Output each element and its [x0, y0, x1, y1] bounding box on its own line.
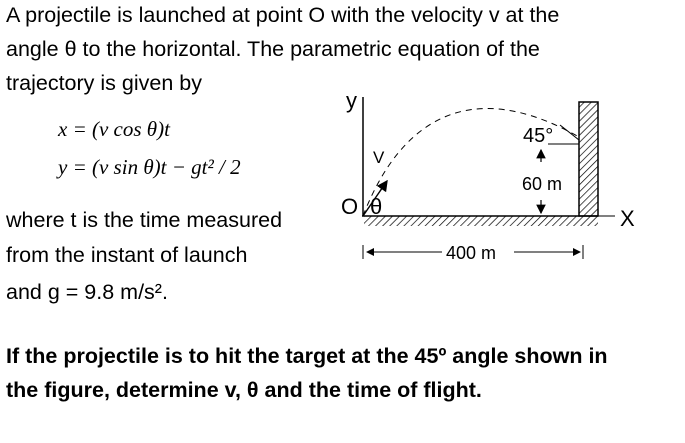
where-line-2: from the instant of launch — [6, 243, 248, 267]
question-line-2: the figure, determine v, θ and the time of flight. — [6, 378, 482, 402]
ground-hatch — [364, 216, 598, 226]
intro-line-3: trajectory is given by — [6, 71, 202, 95]
y-axis-label: y — [346, 88, 357, 113]
impact-angle-label: 45° — [523, 125, 554, 147]
where-line-1: where t is the time measured — [6, 208, 283, 232]
x-axis-label: X — [620, 206, 635, 231]
height-label: 60 m — [522, 174, 563, 194]
origin-label: O — [341, 194, 359, 219]
impact-dash — [560, 125, 579, 140]
equation-y: y = (v sin θ)t − gt² / 2 — [58, 155, 241, 179]
intro-line-2: angle θ to the horizontal. The parametric equation of the — [6, 37, 540, 61]
target-wall — [579, 102, 598, 216]
angle-label: θ — [370, 194, 383, 219]
equation-x: x = (v cos θ)t — [58, 117, 170, 141]
question-line-1: If the projectile is to hit the target at the 45º angle shown in — [6, 344, 608, 368]
where-line-3: and g = 9.8 m/s². — [6, 280, 168, 304]
intro-line-1: A projectile is launched at point O with the velocity v at the — [6, 3, 560, 27]
distance-label: 400 m — [446, 243, 497, 263]
velocity-label: V — [373, 148, 385, 167]
